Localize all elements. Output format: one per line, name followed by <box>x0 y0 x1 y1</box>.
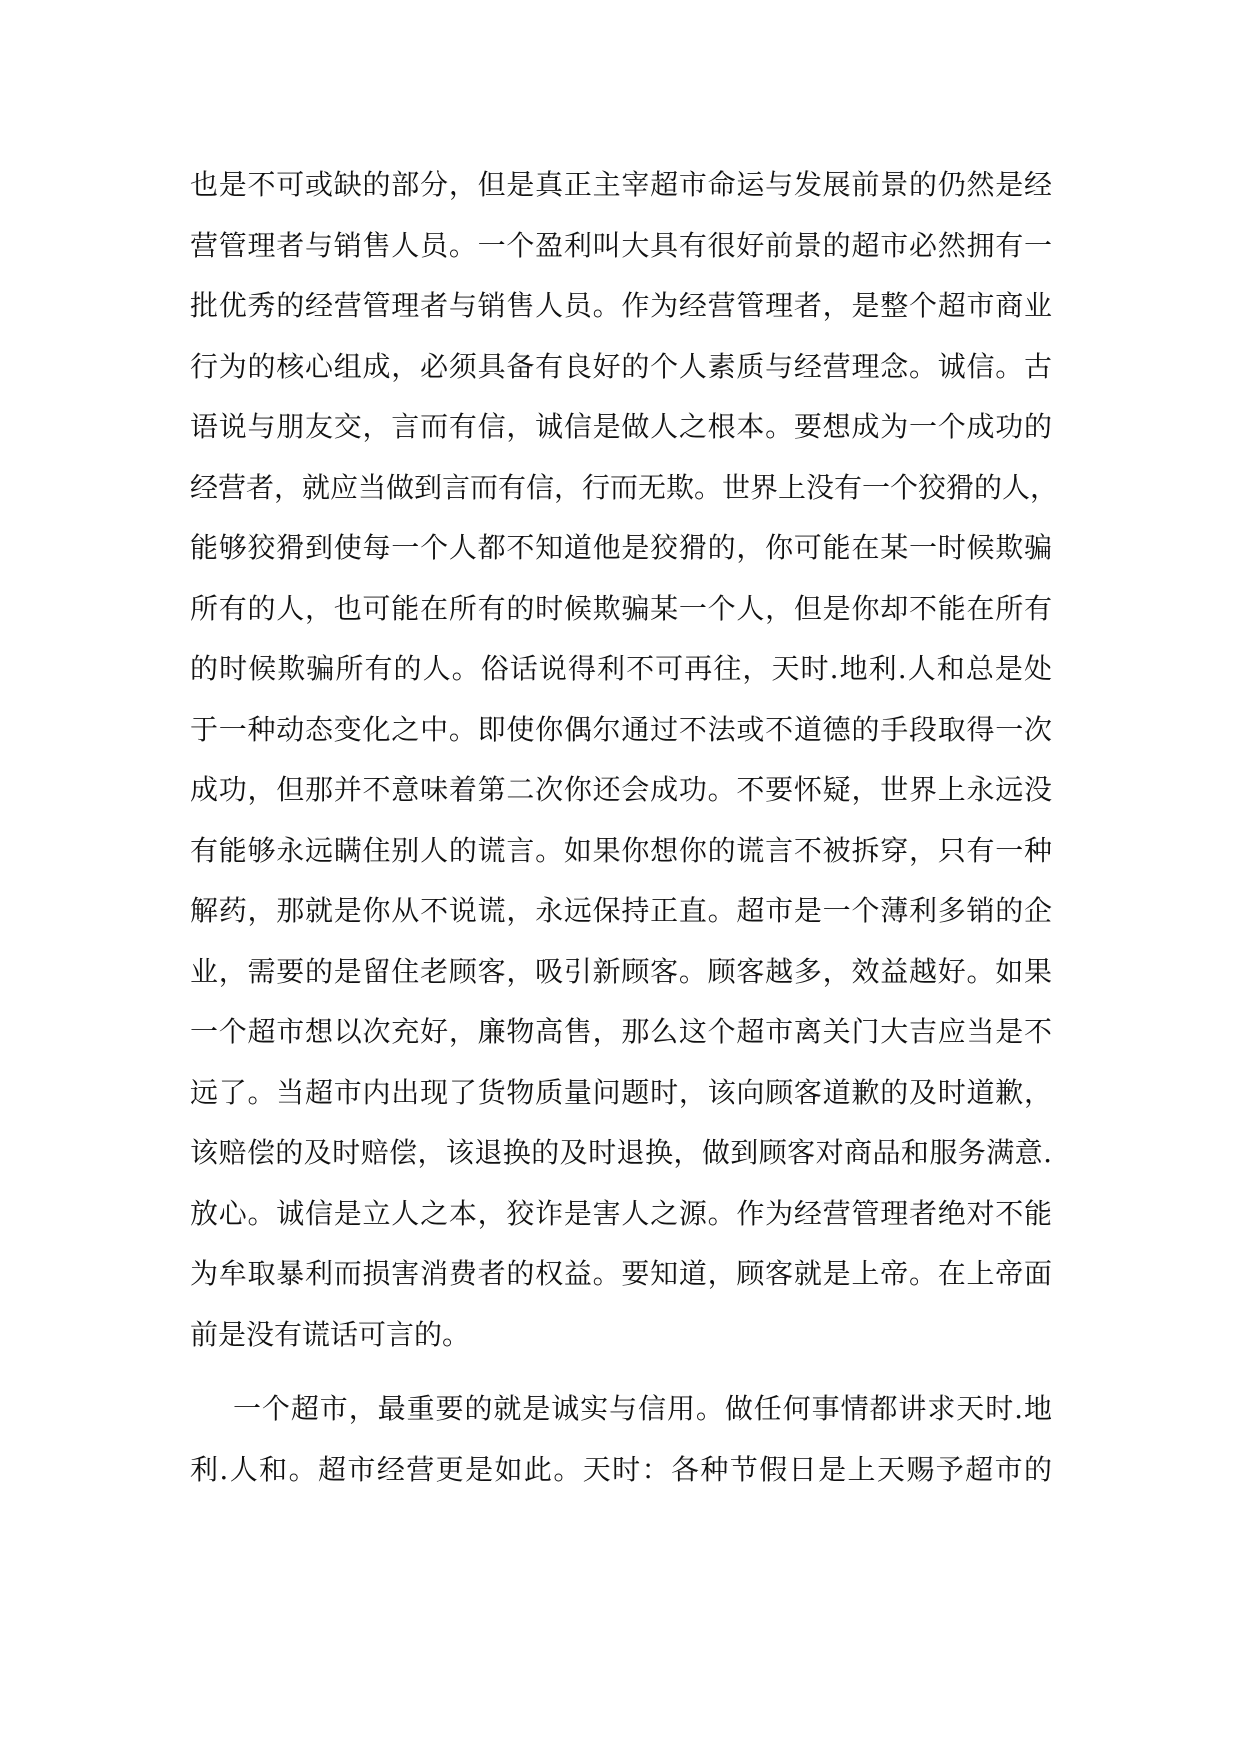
text-line: 一个超市想以次充好，廉物高售，那么这个超市离关门大吉应当是不 <box>190 1015 1052 1048</box>
text-line: 远了。当超市内出现了货物质量问题时，该向顾客道歉的及时道歉， <box>190 1075 1052 1109</box>
body-text <box>190 155 1059 1500</box>
text-line: 于一种动态变化之中。即使你偶尔通过不法或不道德的手段取得一次 <box>190 712 1052 746</box>
text-line: 语说与朋友交，言而有信，诚信是做人之根本。要想成为一个成功的 <box>190 410 1052 443</box>
text-line: 一个超市，最重要的就是诚实与信用。做任何事情都讲求天时.地 <box>233 1392 1052 1425</box>
text-line: 批优秀的经营管理者与销售人员。作为经营管理者，是整个超市商业 <box>190 289 1052 322</box>
text-line: 为牟取暴利而损害消费者的权益。要知道，顾客就是上帝。在上帝面 <box>190 1257 1052 1290</box>
text-line: 该赔偿的及时赔偿，该退换的及时退换，做到顾客对商品和服务满意. <box>190 1136 1052 1169</box>
text-line: 放心。诚信是立人之本，狡诈是害人之源。作为经营管理者绝对不能 <box>190 1196 1052 1230</box>
text-line: 前是没有谎话可言的。 <box>190 1317 471 1351</box>
text-line: 成功，但那并不意味着第二次你还会成功。不要怀疑，世界上永远没 <box>190 773 1052 806</box>
text-line: 业，需要的是留住老顾客，吸引新顾客。顾客越多，效益越好。如果 <box>190 954 1052 988</box>
paragraph-2 <box>190 1379 1052 1500</box>
text-line: 有能够永远瞒住别人的谎言。如果你想你的谎言不被拆穿，只有一种 <box>190 833 1052 867</box>
text-line: 经营者，就应当做到言而有信，行而无欺。世界上没有一个狡猾的人， <box>190 470 1059 504</box>
paragraph-1 <box>190 155 1059 1365</box>
text-line: 能够狡猾到使每一个人都不知道他是狡猾的，你可能在某一时候欺骗 <box>190 531 1052 564</box>
text-line: 行为的核心组成，必须具备有良好的个人素质与经营理念。诚信。古 <box>190 349 1052 383</box>
text-line: 解药，那就是你从不说谎，永远保持正直。超市是一个薄利多销的企 <box>190 894 1052 927</box>
text-line: 所有的人，也可能在所有的时候欺骗某一个人，但是你却不能在所有 <box>190 591 1052 625</box>
text-line: 的时候欺骗所有的人。俗话说得利不可再往，天时.地利.人和总是处 <box>190 652 1052 685</box>
text-line: 也是不可或缺的部分，但是真正主宰超市命运与发展前景的仍然是经 <box>190 168 1052 201</box>
paragraph-spacer <box>190 1365 1052 1379</box>
text-line: 营管理者与销售人员。一个盈利叫大具有很好前景的超市必然拥有一 <box>190 228 1052 262</box>
text-line: 利.人和。超市经营更是如此。天时：各种节假日是上天赐予超市的 <box>190 1452 1052 1486</box>
